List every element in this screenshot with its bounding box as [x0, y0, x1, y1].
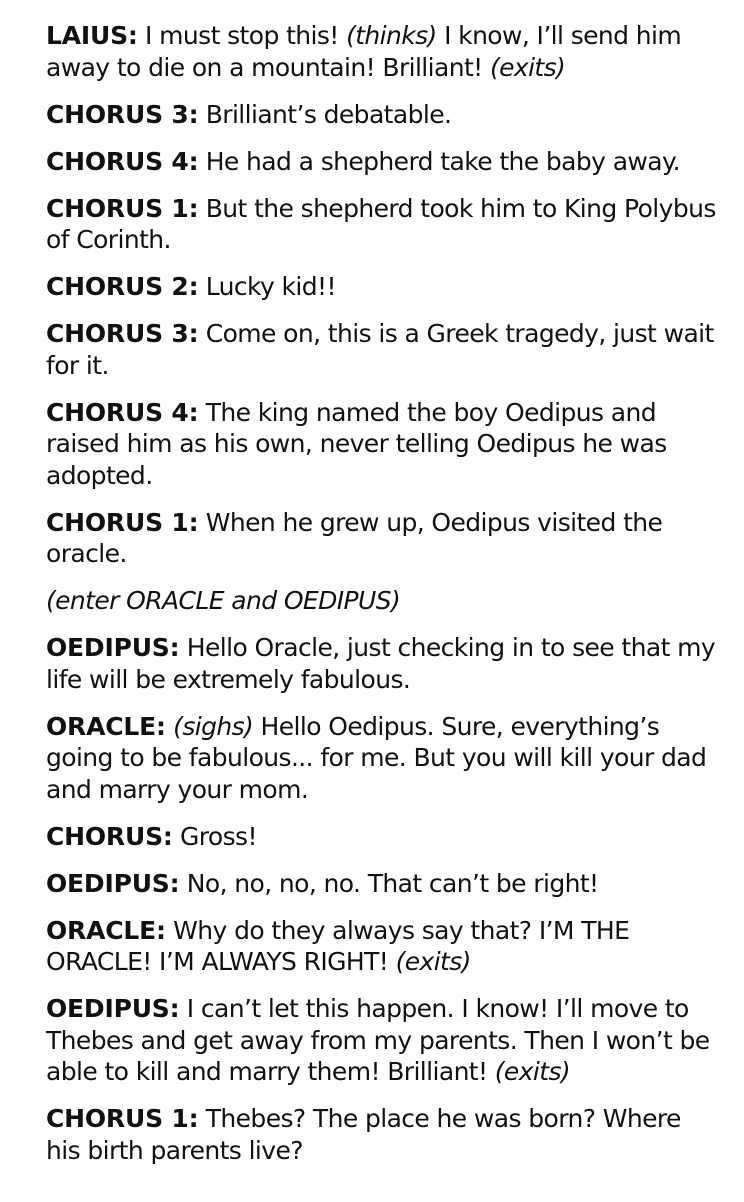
- dialogue-text: I must stop this!: [137, 21, 347, 50]
- dialogue-text: The king named the boy Oedipus and raised him as his own, never telling Oedipus he was adopted.: [46, 397, 667, 490]
- dialogue-text: No, no, no, no. That can’t be right!: [179, 868, 599, 898]
- speaker-name: CHORUS 1:: [46, 193, 199, 223]
- speaker-name: CHORUS 3:: [46, 319, 199, 348]
- speaker-name: OEDIPUS:: [46, 994, 180, 1023]
- speaker-name: CHORUS 2:: [46, 272, 199, 301]
- dialogue-text: Hello Oracle, just checking in to see that my life will be extremely fabulous.: [46, 633, 716, 694]
- speaker-name: CHORUS 1:: [46, 1104, 199, 1133]
- speaker-name: LAIUS:: [46, 21, 138, 50]
- script-line: [46, 20, 716, 83]
- script-line: [46, 585, 716, 617]
- speaker-name: ORACLE:: [46, 711, 166, 741]
- dialogue-text: I know, I’ll send him away to die on a mountain! Brilliant!: [46, 21, 682, 82]
- speaker-name: OEDIPUS:: [46, 868, 180, 898]
- stage-direction: (exits): [494, 1057, 571, 1086]
- speaker-name: CHORUS:: [46, 821, 173, 851]
- dialogue-text: I can’t let this happen. I know! I’ll move to Thebes and get away from my parents. Then I won’t be able to kill and marry them! Brilliant!: [46, 994, 710, 1086]
- dialogue-text: Why do they always say that? I’M THE ORACLE! I’M ALWAYS RIGHT!: [46, 915, 630, 976]
- script-line: [46, 318, 716, 381]
- script-line: [46, 271, 716, 303]
- dialogue-text: Hello Oedipus. Sure, everything’s going to be fabulous... for me. But you will kill your dad and marry your mom.: [46, 711, 707, 804]
- script-line: [46, 632, 716, 695]
- stage-direction: (thinks): [346, 21, 437, 50]
- stage-direction: (exits): [489, 52, 566, 82]
- script-text: [46, 20, 716, 1182]
- script-line: [46, 868, 716, 900]
- script-line: [46, 99, 716, 131]
- script-line: [46, 146, 716, 178]
- dialogue-text: When he grew up, Oedipus visited the oracle.: [46, 507, 663, 568]
- script-line: [46, 1103, 716, 1166]
- speaker-name: CHORUS 1:: [46, 507, 199, 537]
- speaker-name: CHORUS 4:: [46, 397, 199, 427]
- dialogue-text: Come on, this is a Greek tragedy, just wait for it.: [46, 319, 714, 380]
- speaker-name: OEDIPUS:: [46, 633, 180, 662]
- script-line: [46, 915, 716, 978]
- script-line: [46, 821, 716, 853]
- script-line: [46, 711, 716, 806]
- dialogue-text: He had a shepherd take the baby away.: [198, 146, 680, 176]
- dialogue-text: Gross!: [172, 821, 257, 851]
- script-line: [46, 193, 716, 256]
- speaker-name: ORACLE:: [46, 915, 166, 945]
- script-line: [46, 507, 716, 570]
- speaker-name: CHORUS 4:: [46, 146, 199, 176]
- dialogue-text: But the shepherd took him to King Polybus of Corinth.: [46, 193, 716, 254]
- script-line: [46, 993, 716, 1088]
- stage-direction: (sighs): [173, 711, 254, 741]
- script-line: [46, 397, 716, 492]
- speaker-name: CHORUS 3:: [46, 99, 199, 129]
- dialogue-text: Thebes? The place he was born? Where his birth parents live?: [46, 1104, 681, 1165]
- dialogue-text: Brilliant’s debatable.: [198, 99, 452, 129]
- stage-direction: (enter ORACLE and OEDIPUS): [46, 586, 401, 615]
- dialogue-text: Lucky kid!!: [198, 272, 336, 301]
- stage-direction: (exits): [395, 947, 471, 976]
